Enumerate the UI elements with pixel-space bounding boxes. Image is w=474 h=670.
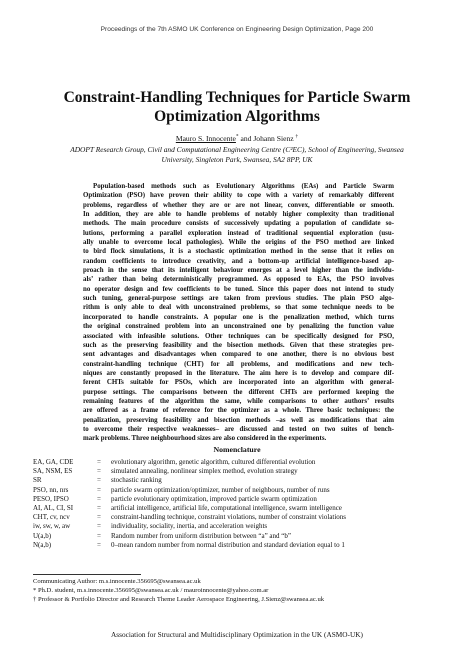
abstract-line: lutions, performing a parallel exploration instead of traditional sequential exploration (usu- <box>83 229 394 237</box>
author-mark: * <box>235 133 239 140</box>
nomenclature-symbol: SA, NSM, ES <box>33 467 73 476</box>
nomenclature-symbol: SR <box>33 476 42 485</box>
abstract-line: random coefficients to introduce creativity, and a bottom-up artificial intelligence-based ap- <box>83 257 394 265</box>
nomenclature-symbol: PSO, nn, nrs <box>33 485 69 494</box>
nomenclature-definition: evolutionary algorithm, genetic algorithm, cultured differential evolution <box>111 458 316 466</box>
nomenclature-definition: particle evolutionary optimization, improved particle swarm optimization <box>111 494 317 503</box>
nomenclature-definition: particle swarm optimization/optimizer, number of neighbours, number of runs <box>111 485 330 494</box>
abstract-line: niques are constantly proposed in the literature. The aim here is to develop and compare dif- <box>83 369 394 377</box>
nomenclature-definition: 0–mean random number from normal distribution and standard deviation equal to 1 <box>111 540 345 549</box>
nomenclature-symbol: PESO, IPSO <box>33 494 69 503</box>
nomenclature-equals: = <box>97 494 101 503</box>
abstract-line: remaining features of the algorithm the same, while comparisons to other authors’ results <box>83 397 394 405</box>
nomenclature-row <box>33 522 453 531</box>
abstract-line: rithm is only able to deal with unconstrained problems, so that some technique needs to be <box>83 304 394 312</box>
nomenclature-row <box>33 532 453 541</box>
nomenclature-symbol: N(a,b) <box>33 540 52 549</box>
abstract-line: to bird flock simulations, it is a stochastic optimization method in the sense that it relies on <box>83 248 394 256</box>
nomenclature-equals: = <box>97 531 101 540</box>
nomenclature-definition: stochastic ranking <box>111 476 162 485</box>
paper-title <box>40 88 434 126</box>
affiliation-line: ADOPT Research Group, Civil and Computational Engineering Centre (C²EC), School of Engineering, Swansea <box>70 145 404 154</box>
abstract-line: no operator design and few coefficients to be tuned. Since this paper does not intend to study <box>83 285 394 293</box>
abstract-line: ally unable to overcome local pathologies). While the origins of the PSO method are linked <box>83 239 394 247</box>
nomenclature-row <box>33 486 453 495</box>
nomenclature-symbol: iw, sw, w, aw <box>33 522 71 531</box>
affiliation-line: University, Singleton Park, Swansea, SA2 8PP, UK <box>161 154 313 164</box>
footnote: * Ph.D. student, m.s.innocente.356695@swansea.ac.uk / mauroinnocente@yahoo.com.ar <box>33 586 269 594</box>
abstract-line: to overcome their respective weaknesses– are discussed and tested on two suites of bench- <box>83 425 394 433</box>
author-mark: † <box>295 133 299 140</box>
nomenclature-row <box>33 504 453 513</box>
nomenclature-equals: = <box>97 504 101 513</box>
title-line: Constraint-Handling Techniques for Particle Swarm <box>63 89 411 106</box>
footnote: † Professor & Portfolio Director and Research Theme Leader Aerospace Engineering, J.Sienz@swansea.ac.uk <box>33 595 325 603</box>
abstract-line: associated with infeasible solutions. Other techniques can be specifically designed for PSO, <box>83 332 394 340</box>
nomenclature-symbol: EA, GA, CDE <box>33 458 74 466</box>
abstract-line: purpose settings. The comparisons between the different CHTs are performed keeping the <box>83 388 394 396</box>
abstract-line: constraint-handling technique (CHT) for all problems, and modifications and new tech- <box>83 360 394 368</box>
abstract-line: Population-based methods such as Evolutionary Algorithms (EAs) and Particle Swarm <box>93 183 394 190</box>
abstract-line: penalization, preserving feasibility and bisection methods –as well as modifications that aim <box>83 416 394 424</box>
abstract-line: als’ rather than being deterministically programmed. As opposed to EAs, the PSO involves <box>83 276 394 284</box>
footnotes <box>33 578 453 604</box>
author-line <box>0 134 474 143</box>
affiliation <box>50 145 424 164</box>
nomenclature-symbol: AI, AL, CI, SI <box>33 504 74 513</box>
author-name: and Johann Sienz <box>238 134 296 143</box>
nomenclature-equals: = <box>97 467 101 476</box>
abstract-line: incorporated to handle constraints. A popular one is the penalization method, which turns <box>83 313 394 321</box>
nomenclature-heading: Nomenclature <box>213 445 261 454</box>
nomenclature-symbol: CHT, cv, ncv <box>33 513 70 522</box>
nomenclature-definition: constraint-handling technique, constraint violations, number of constraint violations <box>111 513 347 522</box>
author-name: Mauro S. Innocente <box>175 134 236 143</box>
nomenclature-equals: = <box>97 485 101 494</box>
running-header: Proceedings of the 7th ASMO UK Conference on Engineering Design Optimization, Page 200 <box>100 26 374 33</box>
nomenclature-row <box>33 458 453 467</box>
abstract-line: such tuning, general-purpose settings are taken from previous studies. The plain PSO algo- <box>83 295 394 303</box>
nomenclature-equals: = <box>97 476 101 485</box>
abstract-line: methods. The main procedure consists of successively updating a population of candidate so- <box>83 220 394 228</box>
abstract-line: proach in the sense that its intelligent behaviour emerges at a level higher than the individu- <box>83 267 394 275</box>
nomenclature-list <box>33 458 453 550</box>
nomenclature-row <box>33 467 453 476</box>
page-footer: Association for Structural and Multidisciplinary Optimization in the UK (ASMO-UK) <box>111 630 363 639</box>
nomenclature-equals: = <box>97 513 101 522</box>
nomenclature-equals: = <box>97 458 101 466</box>
nomenclature-row <box>33 541 453 550</box>
footnote-divider <box>33 574 141 575</box>
abstract-line: the original constrained problem into an unconstrained one by penalizing the function value <box>83 323 394 331</box>
abstract-line: ferent CHTs suitable for PSOs, which are incorporated into an algorithm with general- <box>83 379 394 387</box>
nomenclature-row <box>33 495 453 504</box>
abstract-line: Optimization (PSO) have proven their ability to cope with a variety of remarkably different <box>83 192 394 200</box>
abstract-line: are offered as a frame of reference for the optimizer as a whole. Three basic techniques: the <box>83 407 394 415</box>
nomenclature-row <box>33 513 453 522</box>
abstract-line: problems, regardless of whether they are or are not linear, convex, differentiable or smooth. <box>83 201 394 209</box>
abstract <box>83 182 394 444</box>
nomenclature-equals: = <box>97 522 101 531</box>
nomenclature-equals: = <box>97 540 101 549</box>
nomenclature-symbol: U(a,b) <box>33 531 52 540</box>
nomenclature-definition: individuality, sociality, inertia, and acceleration weights <box>111 522 268 531</box>
abstract-line: In addition, they are able to handle problems of notably higher complexity than traditional <box>83 211 394 219</box>
title-line: Optimization Algorithms <box>154 108 320 125</box>
nomenclature-definition: artificial intelligence, artificial life, computational intelligence, swarm intelligence <box>111 504 342 513</box>
nomenclature-definition: Random number from uniform distribution between “a” and “b” <box>111 531 292 540</box>
nomenclature-row <box>33 476 453 485</box>
abstract-line: sent advantages and disadvantages when compared to one another, there is no obvious best <box>83 351 394 359</box>
abstract-line: mark problems. Three neighbourhood sizes are also considered in the experiments. <box>83 435 327 443</box>
nomenclature-definition: simulated annealing, nonlinear simplex method, evolution strategy <box>111 467 298 476</box>
abstract-line: such as the preserving feasibility and the bisection methods. Given that these strategies pre- <box>83 341 394 349</box>
footnote: Communicating Author: m.s.innocente.356695@swansea.ac.uk <box>33 578 201 585</box>
